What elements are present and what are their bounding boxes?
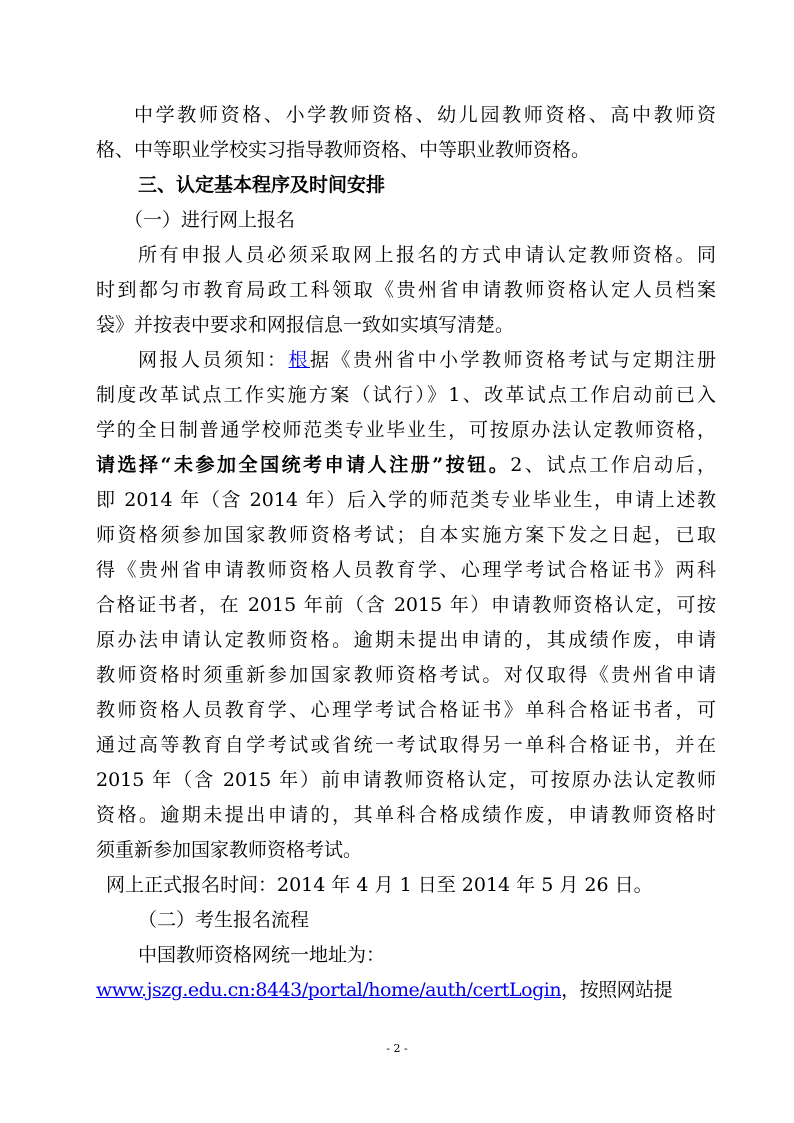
text-line — [96, 453, 716, 477]
text-line: 2015 年（含 2015 年）前申请教师资格认定，可按原办法认定教师 — [96, 769, 716, 791]
text-span: 2、试点工作启动后， — [510, 454, 717, 476]
text-line: 资格。逾期未提出申请的，其单科合格成绩作废，申请教师资格时 — [96, 804, 716, 826]
text-line — [96, 978, 716, 1002]
text-span: 据《贵州省中小学教师资格考试与定期注册 — [310, 349, 716, 371]
text-line: 原办法申请认定教师资格。逾期未提出申请的，其成绩作废，申请 — [96, 629, 716, 651]
text-line: 格、中等职业学校实习指导教师资格、中等职业教师资格。 — [96, 139, 591, 161]
registration-time: 网上正式报名时间：2014 年 4 月 1 日至 2014 年 5 月 26 日。 — [106, 874, 653, 896]
inline-link[interactable]: 根 — [288, 349, 310, 371]
text-line: 制度改革试点工作实施方案（试行）》1、改革试点工作启动前已入 — [96, 384, 716, 406]
section-heading: 三、认定基本程序及时间安排 — [138, 174, 386, 196]
text-line: 通过高等教育自学考试或省统一考试取得另一单科合格证书，并在 — [96, 734, 716, 756]
text-line: 师资格须参加国家教师资格考试；自本实施方案下发之日起，已取 — [96, 524, 716, 546]
text-line: 所有申报人员必须采取网上报名的方式申请认定教师资格。同 — [138, 244, 716, 266]
portal-url-link[interactable]: www.jszg.edu.cn:8443/portal/home/auth/certLogin — [96, 979, 562, 1001]
text-line: 袋》并按表中要求和网报信息一致如实填写清楚。 — [96, 314, 515, 336]
subsection-heading: （一）进行网上报名 — [124, 209, 296, 231]
text-line: 中国教师资格网统一地址为： — [138, 944, 386, 966]
text-line: 教师资格时须重新参加国家教师资格考试。对仅取得《贵州省申请 — [96, 664, 716, 686]
notice-label: 网报人员须知： — [138, 349, 289, 371]
page-number: - 2 - — [386, 1042, 408, 1055]
text-line: 学的全日制普通学校师范类专业毕业生，可按原办法认定教师资格， — [96, 419, 716, 441]
text-line — [138, 348, 716, 372]
text-line: 合格证书者，在 2015 年前（含 2015 年）申请教师资格认定，可按 — [96, 594, 716, 616]
text-line: 得《贵州省申请教师资格人员教育学、心理学考试合格证书》两科 — [96, 559, 716, 581]
text-line: 中学教师资格、小学教师资格、幼儿园教师资格、高中教师资 — [134, 104, 716, 126]
bold-instruction: 请选择“未参加全国统考申请人注册”按钮。 — [96, 454, 511, 476]
text-line: 时到都匀市教育局政工科领取《贵州省申请教师资格认定人员档案 — [96, 279, 716, 301]
text-span: ，按照网站提 — [561, 979, 673, 1001]
text-line: 教师资格人员教育学、心理学考试合格证书》单科合格证书者，可 — [96, 699, 716, 721]
text-line: 即 2014 年（含 2014 年）后入学的师范类专业毕业生，申请上述教 — [96, 489, 716, 511]
text-line: 须重新参加国家教师资格考试。 — [96, 839, 363, 861]
subsection-heading: （二）考生报名流程 — [138, 909, 310, 931]
